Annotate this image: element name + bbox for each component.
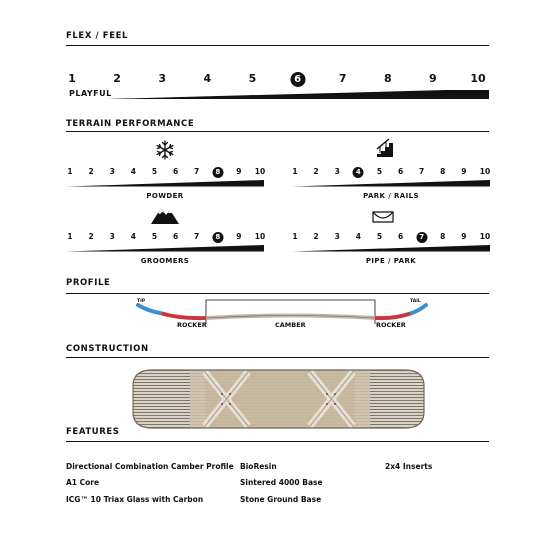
scale-number: 3 bbox=[158, 72, 167, 85]
scale-number: 4 bbox=[203, 72, 212, 85]
scale-number: 6 bbox=[397, 232, 404, 241]
scale-number: 2 bbox=[113, 72, 121, 85]
mountain-icon bbox=[150, 205, 180, 225]
scale-number: 2 bbox=[313, 167, 319, 176]
flex-scale bbox=[0, 72, 559, 88]
scale-number: 8 bbox=[383, 72, 392, 85]
scale-number: 5 bbox=[248, 72, 257, 85]
feature-item: ICG™ 10 Triax Glass with Carbon bbox=[66, 495, 204, 504]
scale-number: 5 bbox=[376, 167, 383, 176]
selected-rating-marker: 7 bbox=[416, 232, 427, 243]
selected-rating-marker: 6 bbox=[290, 72, 305, 87]
groomers-wedge bbox=[66, 245, 264, 252]
scale-number: 10 bbox=[479, 232, 491, 241]
park-rails-scale bbox=[0, 167, 559, 179]
feature-item: BioResin bbox=[240, 462, 277, 471]
rocker-right-label: ROCKER bbox=[376, 321, 406, 329]
scale-number: 2 bbox=[313, 232, 319, 241]
scale-number: 6 bbox=[172, 232, 179, 241]
section-divider bbox=[66, 357, 489, 358]
selected-rating-marker: 8 bbox=[212, 232, 223, 243]
snowflake-icon bbox=[155, 140, 175, 160]
feature-item: Sintered 4000 Base bbox=[240, 478, 323, 487]
scale-number: 3 bbox=[109, 167, 115, 176]
scale-number: 5 bbox=[376, 232, 383, 241]
section-title-terrain: TERRAIN PERFORMANCE bbox=[66, 119, 195, 129]
rocker-left-label: ROCKER bbox=[177, 321, 207, 329]
scale-number: 9 bbox=[461, 167, 467, 176]
scale-number: 1 bbox=[67, 232, 73, 241]
powder-wedge bbox=[66, 180, 264, 187]
scale-number: 1 bbox=[68, 72, 76, 85]
pipe-park-wedge bbox=[292, 245, 490, 252]
section-title-features: FEATURES bbox=[66, 427, 120, 437]
scale-number: 9 bbox=[461, 232, 467, 241]
section-title-flex: FLEX / FEEL bbox=[66, 31, 129, 41]
scale-number: 7 bbox=[419, 167, 425, 176]
groomers-label: GROOMERS bbox=[140, 257, 190, 265]
park-rails-wedge bbox=[292, 180, 490, 187]
flex-left-label: PLAYFUL bbox=[69, 89, 112, 98]
feature-item: Stone Ground Base bbox=[240, 495, 322, 504]
scale-number: 4 bbox=[130, 167, 136, 176]
scale-number: 10 bbox=[254, 167, 266, 176]
scale-number: 3 bbox=[334, 167, 340, 176]
selected-rating-marker: 4 bbox=[353, 167, 364, 178]
scale-number: 1 bbox=[292, 232, 298, 241]
scale-number: 1 bbox=[67, 167, 73, 176]
scale-number: 6 bbox=[172, 167, 179, 176]
scale-number: 9 bbox=[236, 167, 242, 176]
scale-number: 1 bbox=[292, 167, 298, 176]
section-title-profile: PROFILE bbox=[66, 278, 111, 288]
selected-rating-marker: 8 bbox=[212, 167, 223, 178]
snowboard-construction-image bbox=[130, 368, 427, 430]
scale-number: 5 bbox=[151, 232, 158, 241]
pipe-park-label: PIPE / PARK bbox=[365, 257, 417, 265]
pipe-park-scale bbox=[0, 232, 559, 244]
flex-right-label: PRECISE bbox=[444, 89, 486, 98]
scale-number: 2 bbox=[88, 232, 94, 241]
scale-number: 3 bbox=[334, 232, 340, 241]
tip-label: TIP bbox=[137, 299, 146, 304]
scale-number: 10 bbox=[470, 72, 486, 85]
section-divider bbox=[66, 441, 489, 442]
feature-item: Directional Combination Camber Profile bbox=[66, 462, 234, 471]
park-rails-icon bbox=[376, 138, 394, 158]
tail-label: TAIL bbox=[410, 299, 421, 304]
scale-number: 8 bbox=[440, 167, 446, 176]
scale-number: 7 bbox=[338, 72, 347, 85]
scale-number: 8 bbox=[440, 232, 446, 241]
flex-wedge bbox=[66, 88, 489, 100]
powder-label: POWDER bbox=[146, 192, 184, 200]
scale-number: 4 bbox=[355, 232, 361, 241]
section-divider bbox=[66, 293, 489, 294]
camber-label: CAMBER bbox=[275, 321, 306, 329]
scale-number: 6 bbox=[397, 167, 404, 176]
scale-number: 2 bbox=[88, 167, 94, 176]
section-divider bbox=[66, 131, 489, 132]
scale-number: 7 bbox=[194, 167, 200, 176]
scale-number: 9 bbox=[429, 72, 437, 85]
scale-number: 7 bbox=[194, 232, 200, 241]
scale-number: 10 bbox=[479, 167, 491, 176]
scale-number: 5 bbox=[151, 167, 158, 176]
section-title-construction: CONSTRUCTION bbox=[66, 344, 149, 354]
scale-number: 3 bbox=[109, 232, 115, 241]
feature-item: 2x4 Inserts bbox=[385, 462, 433, 471]
park-rails-label: PARK / RAILS bbox=[363, 192, 419, 200]
feature-item: A1 Core bbox=[66, 478, 100, 487]
scale-number: 4 bbox=[130, 232, 136, 241]
scale-number: 9 bbox=[236, 232, 242, 241]
section-divider bbox=[66, 45, 489, 46]
scale-number: 10 bbox=[254, 232, 266, 241]
halfpipe-icon bbox=[372, 210, 394, 224]
